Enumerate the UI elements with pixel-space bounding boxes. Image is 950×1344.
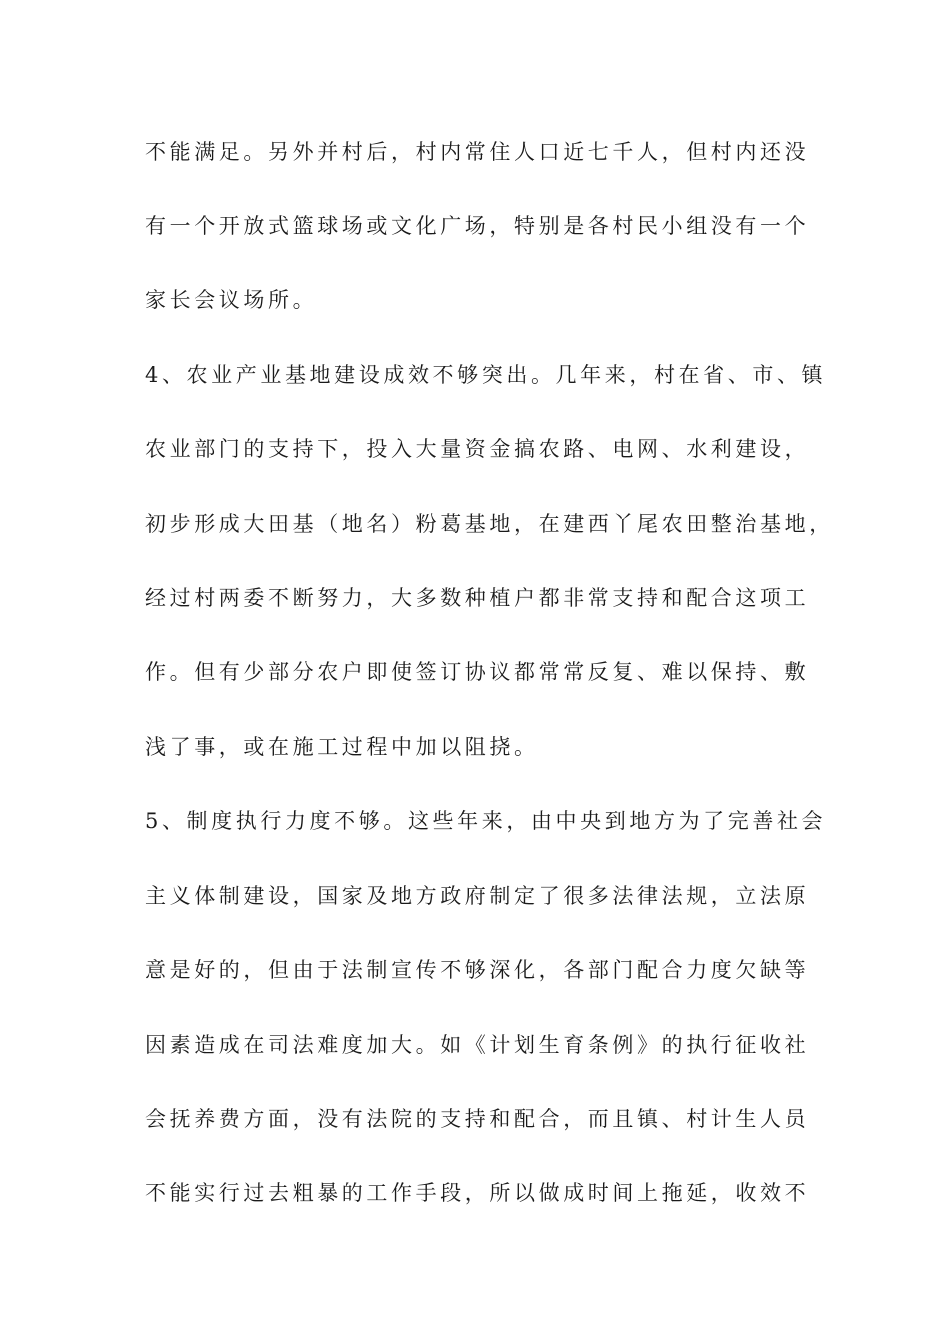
text-line: 农业部门的支持下，投入大量资金搞农路、电网、水利建设， bbox=[145, 437, 810, 461]
text-line: 会抚养费方面，没有法院的支持和配合，而且镇、村计生人员 bbox=[145, 1107, 810, 1131]
text-line: 浅了事，或在施工过程中加以阻挠。 bbox=[145, 735, 539, 759]
text-line: 因素造成在司法难度加大。如《计划生育条例》的执行征收社 bbox=[145, 1033, 810, 1057]
text-line: 4、农业产业基地建设成效不够突出。几年来，村在省、市、镇 bbox=[145, 363, 827, 387]
text-line: 不能满足。另外并村后，村内常住人口近七千人，但村内还没 bbox=[145, 140, 810, 164]
text-line: 不能实行过去粗暴的工作手段，所以做成时间上拖延，收效不 bbox=[145, 1181, 810, 1205]
text-line: 有一个开放式篮球场或文化广场，特别是各村民小组没有一个 bbox=[145, 214, 810, 238]
text-line: 意是好的，但由于法制宣传不够深化，各部门配合力度欠缺等 bbox=[145, 958, 810, 982]
text-line: 初步形成大田基（地名）粉葛基地，在建西丫尾农田整治基地， bbox=[145, 512, 834, 536]
text-line: 作。但有少部分农户即使签订协议都常常反复、难以保持、敷 bbox=[145, 660, 810, 684]
text-line: 主义体制建设，国家及地方政府制定了很多法律法规，立法原 bbox=[145, 884, 810, 908]
text-line: 5、制度执行力度不够。这些年来，由中央到地方为了完善社会 bbox=[145, 809, 827, 833]
text-line: 经过村两委不断努力，大多数种植户都非常支持和配合这项工 bbox=[145, 586, 810, 610]
text-line: 家长会议场所。 bbox=[145, 288, 318, 312]
